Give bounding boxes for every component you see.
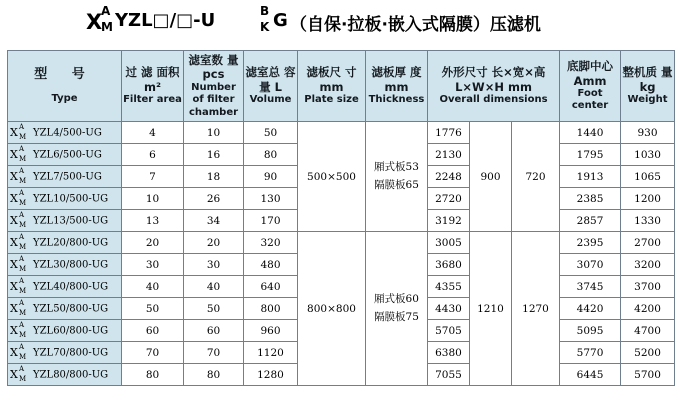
cell-filter-area: 6 [122, 144, 184, 166]
header-foot-center: 底脚中心 Amm Foot center [560, 51, 621, 122]
cell-weight: 1030 [621, 144, 675, 166]
model-prefix-x: X [10, 213, 18, 227]
cell-volume: 1280 [244, 364, 298, 386]
model-name: YZL6/500-UG [33, 149, 102, 160]
model-name: YZL20/800-UG [33, 237, 109, 248]
model-prefix-x: X [10, 235, 18, 249]
model-prefix-m: M [19, 308, 27, 317]
thickness-box-plate: 厢式板53 [374, 160, 419, 173]
cell-weight: 930 [621, 122, 675, 144]
model-name: YZL70/800-UG [33, 347, 109, 358]
cell-weight: 5700 [621, 364, 675, 386]
title-x: X [86, 10, 103, 34]
cell-weight: 2700 [621, 232, 675, 254]
model-prefix-a: A [19, 232, 25, 241]
cell-model [8, 188, 122, 210]
model-prefix-m: M [19, 352, 27, 361]
title-b-superscript: B [260, 4, 270, 18]
model-prefix [10, 276, 33, 295]
model-prefix [10, 166, 33, 185]
cell-model [8, 276, 122, 298]
title-k-subscript: K [260, 20, 270, 34]
model-prefix-m: M [19, 154, 27, 163]
cell-foot-center: 3070 [560, 254, 621, 276]
model-prefix [10, 122, 33, 141]
title-m-subscript: M [101, 20, 113, 34]
model-prefix-a: A [19, 166, 25, 175]
model-prefix [10, 298, 33, 317]
table-row [8, 122, 675, 144]
model-prefix-m: M [19, 374, 27, 383]
cell-length: 2248 [428, 166, 470, 188]
model-prefix-m: M [19, 132, 27, 141]
thickness-membrane-plate: 隔膜板65 [374, 178, 419, 191]
model-prefix-a: A [19, 276, 25, 285]
model-prefix [10, 144, 33, 163]
cell-weight: 1200 [621, 188, 675, 210]
model-prefix-x: X [10, 345, 18, 359]
cell-model [8, 210, 122, 232]
header-filter-area: 过 滤 面积m² Filter area [122, 51, 184, 122]
cell-length: 7055 [428, 364, 470, 386]
model-name: YZL7/500-UG [33, 171, 102, 182]
model-prefix-m: M [19, 330, 27, 339]
model-prefix-a: A [19, 122, 25, 131]
title-a-superscript: A [101, 4, 111, 18]
model-prefix-x: X [10, 367, 18, 381]
cell-chambers: 70 [184, 342, 244, 364]
cell-chambers: 10 [184, 122, 244, 144]
model-prefix-x: X [10, 147, 18, 161]
cell-weight: 3700 [621, 276, 675, 298]
model-name: YZL60/800-UG [33, 325, 109, 336]
cell-length: 2720 [428, 188, 470, 210]
cell-length: 3680 [428, 254, 470, 276]
cell-chambers: 30 [184, 254, 244, 276]
cell-plate-size: 800×800 [298, 232, 366, 386]
model-prefix-x: X [10, 257, 18, 271]
cell-filter-area: 50 [122, 298, 184, 320]
cell-length: 5705 [428, 320, 470, 342]
cell-chambers: 50 [184, 298, 244, 320]
cell-chambers: 26 [184, 188, 244, 210]
model-name: YZL13/500-UG [33, 215, 109, 226]
cell-chambers: 20 [184, 232, 244, 254]
document-title [0, 0, 680, 44]
header-weight: 整机质 量kg Weight [621, 51, 675, 122]
cell-foot-center: 1440 [560, 122, 621, 144]
cell-thickness [366, 232, 428, 386]
cell-foot-center: 2385 [560, 188, 621, 210]
model-prefix-x: X [10, 279, 18, 293]
model-prefix [10, 232, 33, 251]
cell-volume: 50 [244, 122, 298, 144]
cell-volume: 80 [244, 144, 298, 166]
cell-foot-center: 3745 [560, 276, 621, 298]
header-plate-size: 滤板尺 寸 mm Plate size [298, 51, 366, 122]
cell-foot-center: 6445 [560, 364, 621, 386]
cell-volume: 960 [244, 320, 298, 342]
cell-volume: 130 [244, 188, 298, 210]
cell-length: 4355 [428, 276, 470, 298]
cell-filter-area: 40 [122, 276, 184, 298]
cell-weight: 5200 [621, 342, 675, 364]
cell-volume: 170 [244, 210, 298, 232]
model-prefix-a: A [19, 144, 25, 153]
cell-filter-area: 60 [122, 320, 184, 342]
cell-plate-size: 500×500 [298, 122, 366, 232]
cell-chambers: 40 [184, 276, 244, 298]
cell-model [8, 144, 122, 166]
header-chambers: 滤室数 量 pcs Number of filter chamber [184, 51, 244, 122]
cell-volume: 640 [244, 276, 298, 298]
cell-filter-area: 4 [122, 122, 184, 144]
model-name: YZL10/500-UG [33, 193, 109, 204]
cell-foot-center: 1795 [560, 144, 621, 166]
cell-volume: 480 [244, 254, 298, 276]
model-prefix-a: A [19, 320, 25, 329]
cell-model [8, 320, 122, 342]
cell-model [8, 232, 122, 254]
model-prefix-m: M [19, 198, 27, 207]
model-name: YZL80/800-UG [33, 369, 109, 380]
model-prefix [10, 210, 33, 229]
cell-chambers: 80 [184, 364, 244, 386]
model-name: YZL4/500-UG [33, 127, 102, 138]
cell-weight: 1330 [621, 210, 675, 232]
cell-width: 900 [470, 122, 512, 232]
cell-weight: 3200 [621, 254, 675, 276]
model-prefix-m: M [19, 286, 27, 295]
model-name: YZL40/800-UG [33, 281, 109, 292]
header-volume: 滤室总 容量 L Volume [244, 51, 298, 122]
table-header-row [8, 51, 675, 122]
cell-filter-area: 7 [122, 166, 184, 188]
model-prefix-a: A [19, 298, 25, 307]
cell-foot-center: 1913 [560, 166, 621, 188]
model-prefix-m: M [19, 242, 27, 251]
cell-foot-center: 4420 [560, 298, 621, 320]
model-prefix [10, 188, 33, 207]
title-description: （自保·拉板·嵌入式隔膜）压滤机 [290, 15, 541, 35]
thickness-membrane-plate: 隔膜板75 [374, 310, 419, 323]
cell-volume: 800 [244, 298, 298, 320]
model-prefix-m: M [19, 220, 27, 229]
table-body [8, 122, 675, 386]
model-prefix-m: M [19, 176, 27, 185]
cell-volume: 320 [244, 232, 298, 254]
cell-length: 4430 [428, 298, 470, 320]
cell-filter-area: 70 [122, 342, 184, 364]
cell-chambers: 60 [184, 320, 244, 342]
cell-chambers: 16 [184, 144, 244, 166]
cell-chambers: 18 [184, 166, 244, 188]
cell-model [8, 254, 122, 276]
model-prefix-a: A [19, 342, 25, 351]
model-prefix-a: A [19, 210, 25, 219]
model-prefix-x: X [10, 169, 18, 183]
cell-weight: 1065 [621, 166, 675, 188]
cell-thickness [366, 122, 428, 232]
model-prefix-x: X [10, 323, 18, 337]
cell-filter-area: 30 [122, 254, 184, 276]
cell-foot-center: 2857 [560, 210, 621, 232]
model-prefix-a: A [19, 364, 25, 373]
cell-foot-center: 2395 [560, 232, 621, 254]
cell-length: 6380 [428, 342, 470, 364]
model-prefix-x: X [10, 191, 18, 205]
model-name: YZL30/800-UG [33, 259, 109, 270]
model-prefix-a: A [19, 188, 25, 197]
model-prefix-x: X [10, 301, 18, 315]
cell-foot-center: 5095 [560, 320, 621, 342]
model-prefix [10, 320, 33, 339]
cell-length: 1776 [428, 122, 470, 144]
cell-model [8, 166, 122, 188]
thickness-box-plate: 厢式板60 [374, 292, 419, 305]
model-prefix-x: X [10, 125, 18, 139]
cell-foot-center: 5770 [560, 342, 621, 364]
cell-weight: 4700 [621, 320, 675, 342]
cell-filter-area: 20 [122, 232, 184, 254]
model-prefix-a: A [19, 254, 25, 263]
model-prefix-m: M [19, 264, 27, 273]
header-overall-dimensions: 外形尺寸 长×宽×高 L×W×H mm Overall dimensions [428, 51, 560, 122]
cell-filter-area: 10 [122, 188, 184, 210]
cell-length: 3192 [428, 210, 470, 232]
cell-height: 1270 [512, 232, 560, 386]
header-type: 型 号 Type [8, 51, 122, 122]
cell-volume: 1120 [244, 342, 298, 364]
title-g: G [273, 10, 288, 31]
cell-length: 3005 [428, 232, 470, 254]
cell-height: 720 [512, 122, 560, 232]
header-thickness: 滤板厚 度 mm Thickness [366, 51, 428, 122]
cell-model [8, 298, 122, 320]
cell-model [8, 342, 122, 364]
cell-weight: 4200 [621, 298, 675, 320]
cell-chambers: 34 [184, 210, 244, 232]
model-prefix [10, 342, 33, 361]
model-prefix [10, 364, 33, 383]
model-name: YZL50/800-UG [33, 303, 109, 314]
model-prefix [10, 254, 33, 273]
cell-model [8, 364, 122, 386]
spec-table [7, 50, 675, 386]
cell-width: 1210 [470, 232, 512, 386]
cell-length: 2130 [428, 144, 470, 166]
cell-filter-area: 80 [122, 364, 184, 386]
title-model-code: YZL□/□-U [115, 10, 216, 31]
cell-filter-area: 13 [122, 210, 184, 232]
cell-model [8, 122, 122, 144]
table-row [8, 232, 675, 254]
cell-volume: 90 [244, 166, 298, 188]
